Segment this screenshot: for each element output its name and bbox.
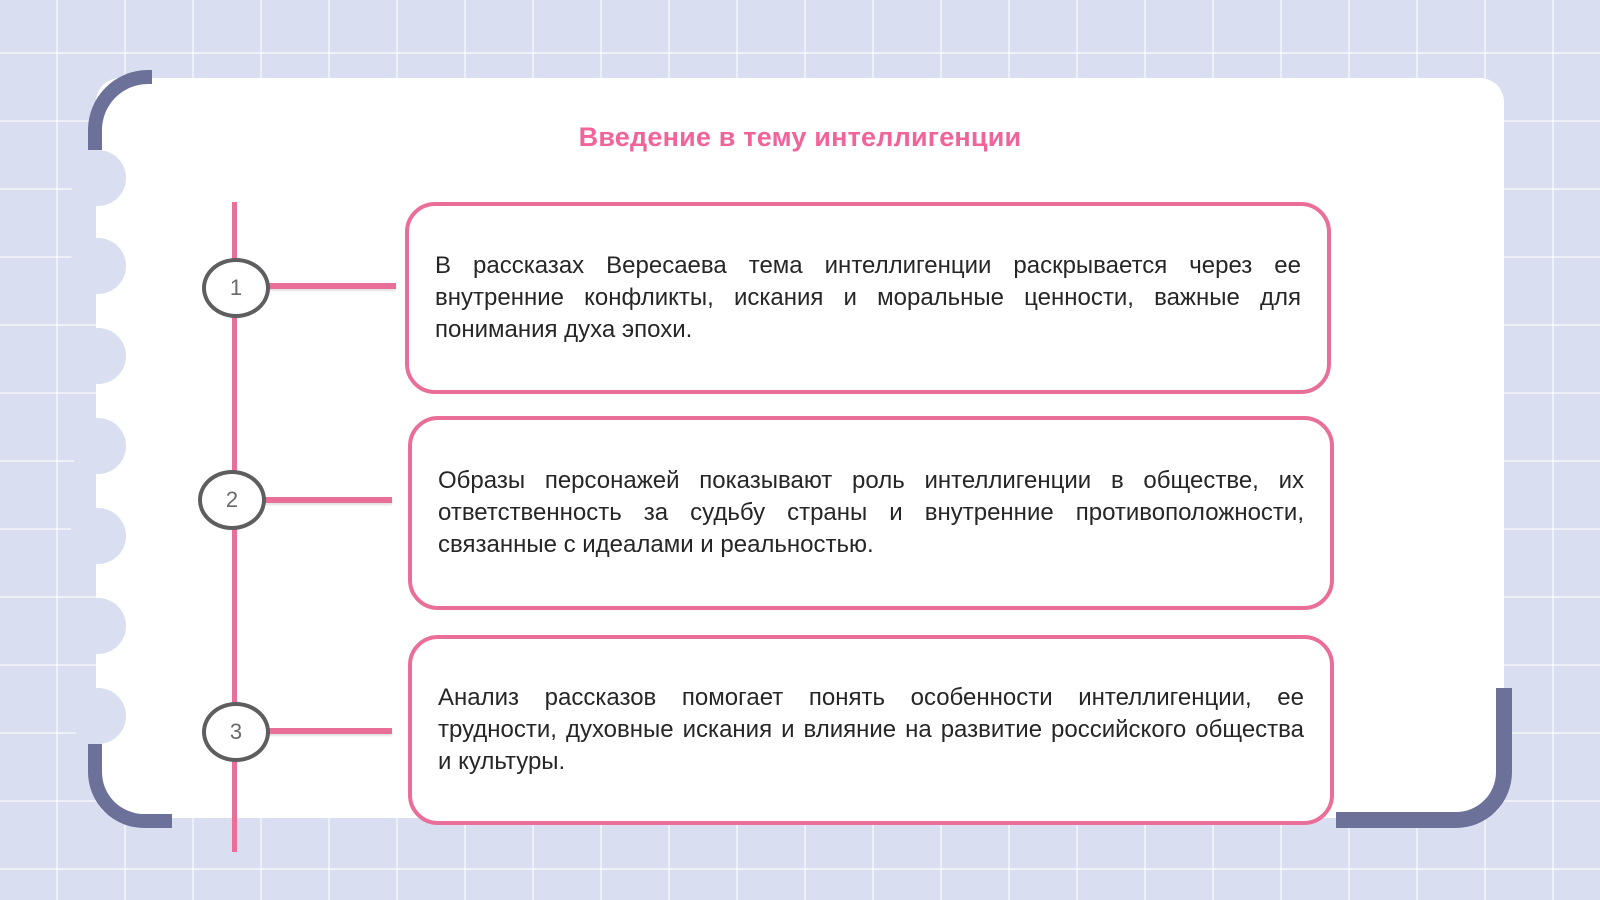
notebook-hole [70,238,126,294]
notebook-hole [70,150,126,206]
text-box-2-content: Образы персонажей показывают роль интеллигенции в обществе, их ответственность за судьбу страны и внутренние противоположности, связанные с идеалами и реальностью. [438,467,1304,558]
step-number-2: 2 [198,470,266,530]
text-box-3 [408,635,1334,825]
corner-bracket-bottom-right [1336,688,1512,828]
text-box-3-content: Анализ рассказов помогает понять особенности интеллигенции, ее трудности, духовные искания и влияние на развитие российского общества и культуры. [438,684,1304,775]
step-number-1: 1 [202,258,270,318]
notebook-hole [70,418,126,474]
notebook-hole [70,688,126,744]
notebook-hole [70,598,126,654]
notebook-hole [70,508,126,564]
step-number-3: 3 [202,702,270,762]
connector-line [262,283,396,289]
connector-line [258,497,392,503]
notebook-hole [70,328,126,384]
connector-line [262,728,392,734]
corner-bracket-bottom-left [88,744,172,828]
text-box-1 [405,202,1331,394]
text-box-1-content: В рассказах Вересаева тема интеллигенции раскрывается через ее внутренние конфликты, искания и моральные ценности, важные для понимания духа эпохи. [435,252,1301,343]
text-box-2 [408,416,1334,610]
slide-title: Введение в тему интеллигенции [578,122,1022,152]
